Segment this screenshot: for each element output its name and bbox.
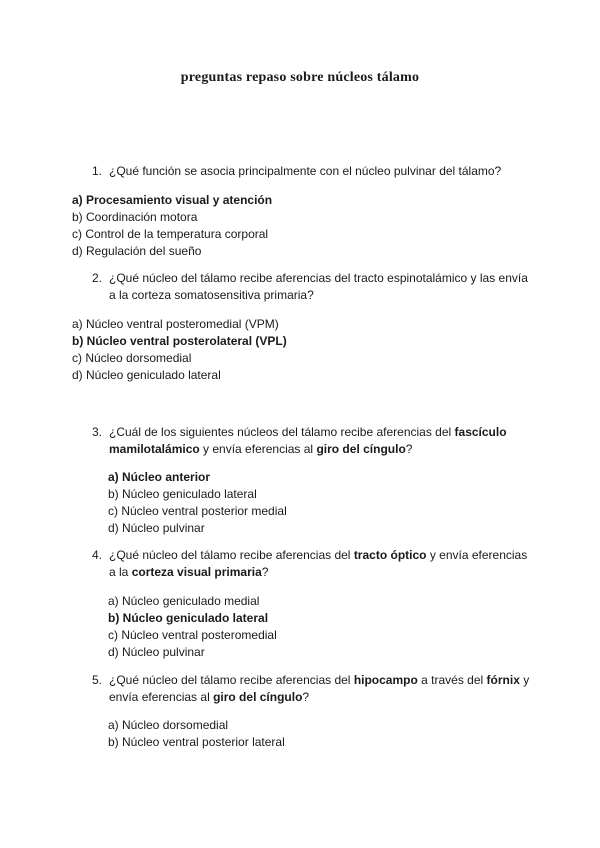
answer-option: a) Núcleo dorsomedial bbox=[108, 718, 229, 732]
answer-option: d) Regulación del sueño bbox=[72, 244, 202, 258]
answer-option: c) Control de la temperatura corporal bbox=[72, 227, 269, 241]
question-text: ¿Cuál de los siguientes núcleos del tálamo recibe aferencias del fascículo mamilotalámico y envía eferencias al giro del cíngulo? bbox=[109, 425, 507, 456]
answer-option: d) Núcleo pulvinar bbox=[108, 521, 205, 535]
answer-option: b) Núcleo geniculado lateral bbox=[108, 611, 269, 625]
answer-option: a) Núcleo ventral posteromedial (VPM) bbox=[72, 317, 279, 331]
answer-option: b) Núcleo ventral posterolateral (VPL) bbox=[72, 334, 287, 348]
answer-option: c) Núcleo dorsomedial bbox=[72, 351, 192, 365]
options-4 bbox=[108, 593, 277, 661]
question-number: 2. bbox=[92, 271, 103, 285]
question-number: 4. bbox=[92, 548, 103, 562]
question-number: 5. bbox=[92, 673, 103, 687]
answer-option: a) Núcleo geniculado medial bbox=[108, 594, 260, 608]
answer-option: d) Núcleo pulvinar bbox=[108, 645, 205, 659]
answer-option: b) Núcleo geniculado lateral bbox=[108, 487, 257, 501]
question-1 bbox=[92, 163, 532, 180]
question-4 bbox=[92, 547, 532, 581]
question-5 bbox=[92, 672, 532, 706]
answer-option: b) Núcleo ventral posterior lateral bbox=[108, 735, 285, 749]
question-text: ¿Qué función se asocia principalmente con el núcleo pulvinar del tálamo? bbox=[109, 164, 502, 178]
question-text: ¿Qué núcleo del tálamo recibe aferencias del tracto óptico y envía eferencias a la corteza visual primaria? bbox=[109, 548, 528, 579]
question-number: 3. bbox=[92, 425, 103, 439]
answer-option: a) Procesamiento visual y atención bbox=[72, 193, 273, 207]
answer-option: c) Núcleo ventral posterior medial bbox=[108, 504, 287, 518]
answer-option: d) Núcleo geniculado lateral bbox=[72, 368, 221, 382]
answer-option: b) Coordinación motora bbox=[72, 210, 198, 224]
answer-option: c) Núcleo ventral posteromedial bbox=[108, 628, 277, 642]
question-3 bbox=[92, 424, 532, 458]
options-5 bbox=[108, 717, 285, 751]
question-text: ¿Qué núcleo del tálamo recibe aferencias del hipocampo a través del fórnix y envía eferencias al giro del cíngulo? bbox=[109, 673, 530, 704]
options-3 bbox=[108, 469, 287, 537]
options-2 bbox=[72, 316, 287, 384]
question-2 bbox=[92, 270, 532, 304]
options-1 bbox=[72, 192, 272, 260]
document-title: preguntas repaso sobre núcleos tálamo bbox=[180, 70, 420, 85]
question-text: ¿Qué núcleo del tálamo recibe aferencias del tracto espinotalámico y las envía a la corteza somatosensitiva primaria? bbox=[109, 271, 528, 302]
question-number: 1. bbox=[92, 164, 103, 178]
answer-option: a) Núcleo anterior bbox=[108, 470, 211, 484]
